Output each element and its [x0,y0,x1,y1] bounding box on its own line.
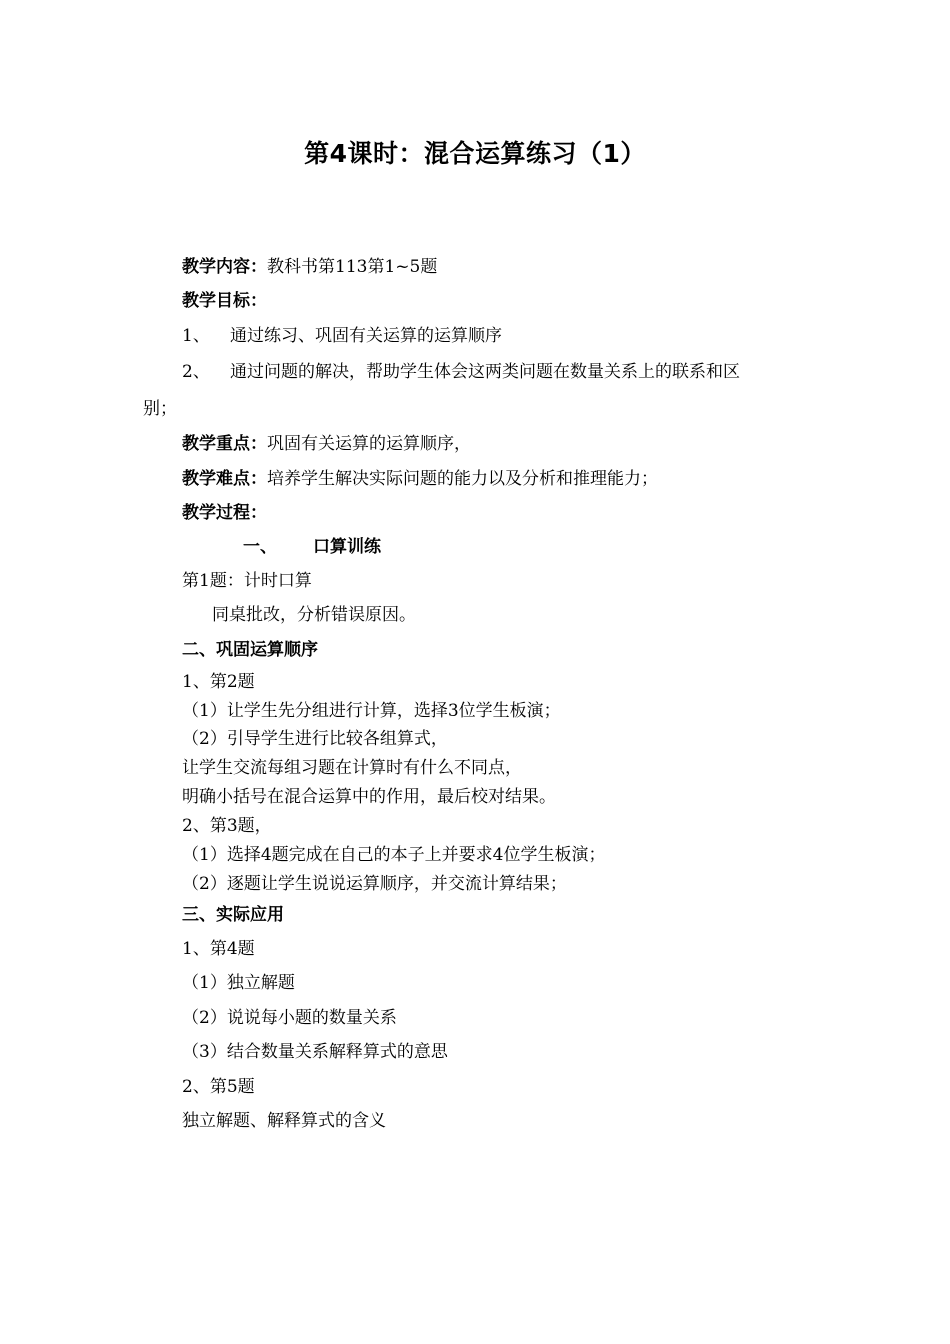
goal-item-1 [182,325,502,347]
goal-number: 1、 [182,326,210,346]
section-1-number: 一、 [243,537,277,557]
s2-line: 2、第3题， [182,816,272,836]
focus-label: 教学重点： [182,434,267,454]
s2-line: （2）逐题让学生说说运算顺序，并交流计算结果； [182,874,567,894]
section-2-heading: 二、巩固运算顺序 [182,640,318,660]
s2-line: （1）让学生先分组进行计算，选择3位学生板演； [182,701,561,721]
s2-line: （2）引导学生进行比较各组算式， [182,729,448,749]
s3-line: 1、第4题 [182,939,255,959]
page-title: 第4课时：混合运算练习（1） [304,139,646,168]
s1-line: 第1题：计时口算 [182,571,312,591]
s1-line: 同桌批改，分析错误原因。 [212,605,416,625]
content-label: 教学内容： [182,257,267,277]
s3-line: （3）结合数量关系解释算式的意思 [182,1042,448,1062]
section-1-heading [243,536,381,558]
goal-number: 2、 [182,362,210,382]
s3-line: （1）独立解题 [182,973,295,993]
content-text: 教科书第113第1~5题 [267,257,438,277]
process-label: 教学过程： [182,503,267,523]
difficulty-line [182,468,658,490]
section-3-heading: 三、实际应用 [182,905,284,925]
s3-line: 独立解题、解释算式的含义 [182,1111,386,1131]
s2-line: 明确小括号在混合运算中的作用，最后校对结果。 [182,787,556,807]
s2-line: 让学生交流每组习题在计算时有什么不同点， [182,758,522,778]
s2-line: （1）选择4题完成在自己的本子上并要求4位学生板演； [182,845,606,865]
goal-text: 通过问题的解决，帮助学生体会这两类问题在数量关系上的联系和区 [230,362,740,382]
goal-text: 通过练习、巩固有关运算的运算顺序 [230,326,502,346]
goal-item-2-continuation: 别； [143,399,177,419]
goal-item-2 [182,361,740,383]
focus-text: 巩固有关运算的运算顺序， [267,434,471,454]
content-line [182,256,437,278]
s3-line: （2）说说每小题的数量关系 [182,1008,397,1028]
difficulty-label: 教学难点： [182,469,267,489]
s2-line: 1、第2题 [182,672,255,692]
focus-line [182,433,471,455]
section-1-title: 口算训练 [313,537,381,557]
goals-label: 教学目标： [182,291,267,311]
difficulty-text: 培养学生解决实际问题的能力以及分析和推理能力； [267,469,658,489]
s3-line: 2、第5题 [182,1077,255,1097]
